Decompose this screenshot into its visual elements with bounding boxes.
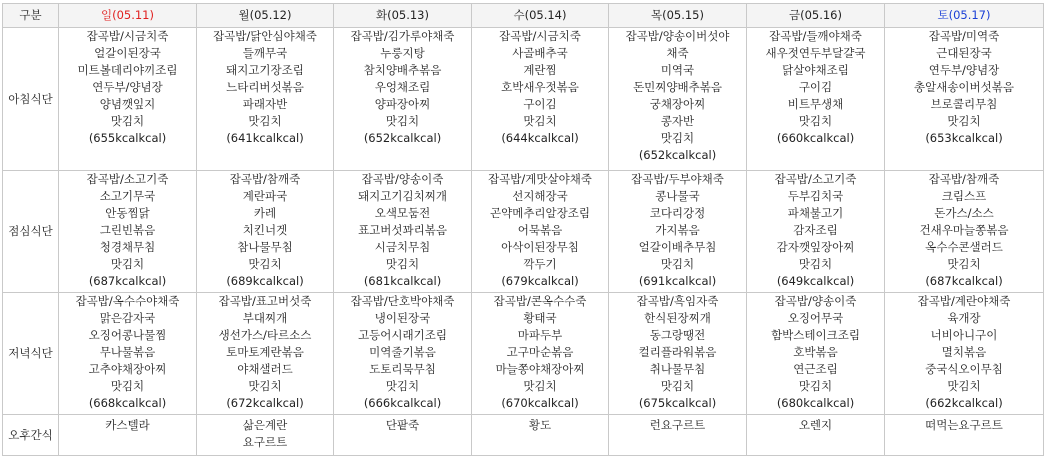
menu-item: (689kcalkcal) [226, 274, 304, 288]
menu-item: 맛김치 [947, 379, 981, 393]
menu-item: 호박새우젓볶음 [501, 80, 579, 94]
menu-cell [609, 171, 747, 293]
menu-cell [472, 28, 609, 171]
menu-item: 생선가스/타르소스 [218, 328, 312, 342]
menu-item: (680kcalkcal) [776, 396, 855, 410]
menu-item: 참치양배추볶음 [363, 63, 442, 77]
menu-item: 잡곡밥/시금치죽 [86, 29, 169, 43]
menu-item: 맑은감자국 [99, 311, 156, 325]
menu-item: 육개장 [947, 311, 981, 325]
menu-item: 미역국 [660, 63, 695, 77]
menu-item: 오색모둠전 [374, 206, 431, 220]
day-header-wednesday: 수(05.14) [472, 4, 609, 28]
menu-item: (662kcalkcal) [925, 396, 1003, 410]
menu-item: 멸치볶음 [941, 345, 987, 359]
menu-item: 마파두부 [517, 328, 563, 342]
menu-item: 맛김치 [248, 114, 282, 128]
menu-item: 두부김치국 [787, 189, 844, 203]
menu-cell [59, 171, 197, 293]
menu-item: 궁채장아찌 [649, 97, 706, 111]
menu-item: 치킨너겟 [242, 223, 288, 237]
menu-cell [334, 28, 472, 171]
day-header-monday: 월(05.12) [197, 4, 334, 28]
menu-item: 맛김치 [523, 114, 557, 128]
menu-cell [747, 28, 885, 171]
menu-item: (691kcalkcal) [638, 274, 717, 288]
menu-item: 잡곡밥/콘옥수수죽 [493, 294, 587, 308]
menu-item: 냉이된장국 [374, 311, 431, 325]
menu-item: 아삭이된장무침 [501, 240, 579, 254]
day-header-saturday: 토(05.17) [885, 4, 1044, 28]
menu-item: 청경채무침 [99, 240, 156, 254]
menu-item: 비트무생채 [787, 97, 844, 111]
menu-cell [59, 28, 197, 171]
menu-item: 양파장아찌 [374, 97, 431, 111]
menu-item: 잡곡밥/시금치죽 [499, 29, 581, 43]
menu-item: 토마토계란볶음 [226, 345, 304, 359]
menu-item: 맛김치 [248, 257, 282, 271]
menu-cell [885, 293, 1044, 415]
menu-cell [59, 415, 197, 456]
menu-item: 안동찜닭 [105, 206, 150, 220]
row-label-dinner: 저녁식단 [3, 293, 59, 415]
menu-item: 요구르트 [242, 435, 288, 449]
menu-item: 잡곡밥/참깨죽 [928, 172, 1000, 186]
menu-item: (670kcalkcal) [501, 396, 579, 410]
day-header-sunday: 일(05.11) [59, 4, 197, 28]
menu-item: 맛김치 [798, 257, 833, 271]
menu-item: 얼갈이배추무침 [638, 240, 717, 254]
menu-item: 카스텔라 [105, 418, 150, 432]
menu-item: (655kcalkcal) [88, 131, 167, 145]
day-header-thursday: 목(05.15) [609, 4, 747, 28]
menu-item: 동그랑땡전 [649, 328, 706, 342]
menu-item: (687kcalkcal) [925, 274, 1003, 288]
menu-item: 잡곡밥/흑임자죽 [636, 294, 719, 308]
menu-item: 돼지고기장조림 [226, 63, 304, 77]
menu-cell [472, 171, 609, 293]
menu-item: 잡곡밥/들깨야채죽 [769, 29, 862, 43]
menu-item: 잡곡밥/참깨죽 [229, 172, 301, 186]
menu-item: 가지볶음 [655, 223, 700, 237]
menu-item: 들깨무국 [242, 46, 288, 60]
menu-item: (641kcalkcal) [226, 131, 304, 145]
menu-item: 잡곡밥/양송이죽 [774, 294, 857, 308]
menu-item: (687kcalkcal) [88, 274, 167, 288]
snack-row [3, 415, 1044, 456]
menu-cell [747, 171, 885, 293]
menu-item: 누룽지탕 [380, 46, 425, 60]
day-header-friday: 금(05.16) [747, 4, 885, 28]
menu-item: 취나물무침 [649, 362, 706, 376]
breakfast-row [3, 28, 1044, 171]
menu-item: 구이김 [523, 97, 557, 111]
menu-item: 잡곡밥/소고기죽 [774, 172, 857, 186]
menu-item: 중국식오이무침 [925, 362, 1003, 376]
menu-item: 컬리플라워볶음 [638, 345, 717, 359]
menu-cell [197, 28, 334, 171]
menu-item: 맛김치 [385, 114, 420, 128]
menu-item: 옥수수콘샐러드 [925, 240, 1003, 254]
menu-item: 사골배추국 [512, 46, 568, 60]
menu-item: 맛김치 [385, 257, 420, 271]
menu-item: 파채불고기 [787, 206, 844, 220]
menu-item: 잡곡밥/두부야채죽 [631, 172, 724, 186]
menu-item: 오징어무국 [787, 311, 844, 325]
menu-item: 잡곡밥/표고버섯죽 [218, 294, 312, 308]
menu-cell [472, 415, 609, 456]
menu-item: 채죽 [666, 46, 689, 60]
menu-item: 마늘쫑야채장아찌 [495, 362, 585, 376]
menu-item: 잡곡밥/양송이버섯야 [625, 29, 730, 43]
row-label-breakfast: 아침식단 [3, 28, 59, 171]
menu-cell [334, 293, 472, 415]
table-header [3, 4, 1044, 28]
menu-item: 콩나물국 [655, 189, 700, 203]
menu-item: 감자깻잎장아찌 [776, 240, 855, 254]
menu-item: 그린빈볶음 [99, 223, 156, 237]
menu-item: (672kcalkcal) [226, 396, 304, 410]
menu-item: 곤약메추리알장조림 [490, 206, 590, 220]
menu-item: 맛김치 [798, 114, 833, 128]
menu-item: 맛김치 [385, 379, 420, 393]
menu-item: 양념깻잎지 [99, 97, 156, 111]
menu-item: 런요구르트 [649, 418, 706, 432]
menu-item: 감자조림 [793, 223, 838, 237]
menu-item: 어묵볶음 [517, 223, 563, 237]
menu-item: 고구마순볶음 [506, 345, 574, 359]
menu-item: 맛김치 [110, 114, 145, 128]
menu-item: 맛김치 [110, 257, 145, 271]
lunch-row [3, 171, 1044, 293]
menu-item: 맛김치 [947, 257, 981, 271]
menu-item: 오렌지 [798, 418, 833, 432]
menu-item: 구이김 [798, 80, 833, 94]
menu-item: 도토리묵무침 [369, 362, 436, 376]
menu-item: (653kcalkcal) [925, 131, 1003, 145]
menu-item: (652kcalkcal) [363, 131, 442, 145]
menu-cell [609, 28, 747, 171]
menu-item: (681kcalkcal) [363, 274, 442, 288]
menu-cell [334, 415, 472, 456]
menu-item: 잡곡밥/미역죽 [928, 29, 1000, 43]
menu-item: 연두부/양념장 [928, 63, 1000, 77]
menu-item: 코다리강정 [649, 206, 706, 220]
menu-item: 크림스프 [941, 189, 987, 203]
day-header-tuesday: 화(05.13) [334, 4, 472, 28]
menu-cell [747, 293, 885, 415]
menu-item: 카레 [253, 206, 277, 220]
menu-item: 잡곡밥/계란야채죽 [917, 294, 1011, 308]
menu-item: (660kcalkcal) [776, 131, 855, 145]
dinner-row [3, 293, 1044, 415]
menu-item: 단팥죽 [385, 418, 420, 432]
menu-item: 미역줄기볶음 [369, 345, 436, 359]
menu-item: (666kcalkcal) [363, 396, 442, 410]
menu-cell [885, 171, 1044, 293]
row-label-lunch: 점심식단 [3, 171, 59, 293]
menu-cell [885, 415, 1044, 456]
menu-item: 참나물무침 [237, 240, 293, 254]
menu-item: 맛김치 [523, 379, 557, 393]
menu-item: 얼갈이된장국 [94, 46, 161, 60]
menu-item: 삶은계란 [242, 418, 288, 432]
menu-item: 우엉채조림 [374, 80, 431, 94]
row-label-snack: 오후간식 [3, 415, 59, 456]
menu-item: 잡곡밥/옥수수야채죽 [75, 294, 180, 308]
menu-item: 돈가스/소스 [934, 206, 994, 220]
menu-item: 맛김치 [660, 131, 695, 145]
menu-item: 계란파국 [242, 189, 288, 203]
menu-item: 너비아니구이 [930, 328, 998, 342]
menu-item: (675kcalkcal) [638, 396, 717, 410]
meal-plan-table [2, 3, 1044, 456]
menu-item: 고추야채장아찌 [88, 362, 167, 376]
header-corner: 구분 [3, 4, 59, 28]
menu-item: 표고버섯꽈리볶음 [358, 223, 447, 237]
menu-item: 잡곡밥/양송이죽 [361, 172, 444, 186]
menu-item: 황도 [528, 418, 552, 432]
menu-item: 건새우마늘쫑볶음 [919, 223, 1009, 237]
menu-item: (649kcalkcal) [776, 274, 855, 288]
menu-item: 황태국 [523, 311, 557, 325]
menu-item: (679kcalkcal) [501, 274, 579, 288]
menu-item: 미트볼데리야끼조림 [77, 63, 178, 77]
menu-item: 계란찜 [523, 63, 557, 77]
menu-cell [197, 415, 334, 456]
menu-item: 무나물볶음 [99, 345, 156, 359]
menu-item: 새우젓연두부달걀국 [765, 46, 866, 60]
menu-item: 고등어시래기조림 [358, 328, 447, 342]
menu-item: 맛김치 [110, 379, 145, 393]
menu-item: 맛김치 [798, 379, 833, 393]
menu-item: 느타리버섯볶음 [226, 80, 304, 94]
menu-item: (644kcalkcal) [501, 131, 579, 145]
menu-item: (652kcalkcal) [638, 148, 717, 162]
menu-item: 잡곡밥/게맛살야채죽 [488, 172, 592, 186]
menu-item: 맛김치 [248, 379, 282, 393]
menu-item: 콩자반 [660, 114, 695, 128]
menu-cell [197, 171, 334, 293]
menu-item: 잡곡밥/김가루야채죽 [350, 29, 455, 43]
menu-item: 함박스테이크조림 [771, 328, 860, 342]
menu-item: 연근조림 [793, 362, 838, 376]
menu-item: 야채샐러드 [237, 362, 293, 376]
menu-item: 시금치무침 [374, 240, 431, 254]
menu-item: 총알새송이버섯볶음 [914, 80, 1014, 94]
menu-item: 잡곡밥/닭안심야채죽 [213, 29, 317, 43]
menu-item: 맛김치 [660, 257, 695, 271]
menu-item: 떠먹는요구르트 [925, 418, 1003, 432]
menu-item: 돈민찌양배추볶음 [633, 80, 722, 94]
menu-item: 돼지고기김치찌개 [358, 189, 447, 203]
menu-item: 호박볶음 [793, 345, 838, 359]
menu-item: 브로콜리무침 [930, 97, 998, 111]
menu-cell [334, 171, 472, 293]
menu-item: (668kcalkcal) [88, 396, 167, 410]
menu-item: 근대된장국 [936, 46, 992, 60]
menu-item: 소고기무국 [99, 189, 156, 203]
menu-cell [747, 415, 885, 456]
menu-item: 한식된장찌개 [644, 311, 711, 325]
menu-cell [472, 293, 609, 415]
menu-cell [59, 293, 197, 415]
menu-item: 선지해장국 [512, 189, 568, 203]
menu-item: 파래자반 [242, 97, 288, 111]
menu-item: 오징어콩나물찜 [88, 328, 167, 342]
menu-item: 부대찌개 [242, 311, 288, 325]
menu-item: 잡곡밥/단호박야채죽 [350, 294, 455, 308]
menu-cell [197, 293, 334, 415]
menu-item: 닭살야채조림 [782, 63, 849, 77]
menu-item: 깍두기 [523, 257, 557, 271]
menu-item: 연두부/양념장 [92, 80, 163, 94]
menu-cell [885, 28, 1044, 171]
menu-item: 잡곡밥/소고기죽 [86, 172, 169, 186]
menu-cell [609, 415, 747, 456]
menu-cell [609, 293, 747, 415]
menu-item: 맛김치 [947, 114, 981, 128]
menu-item: 맛김치 [660, 379, 695, 393]
